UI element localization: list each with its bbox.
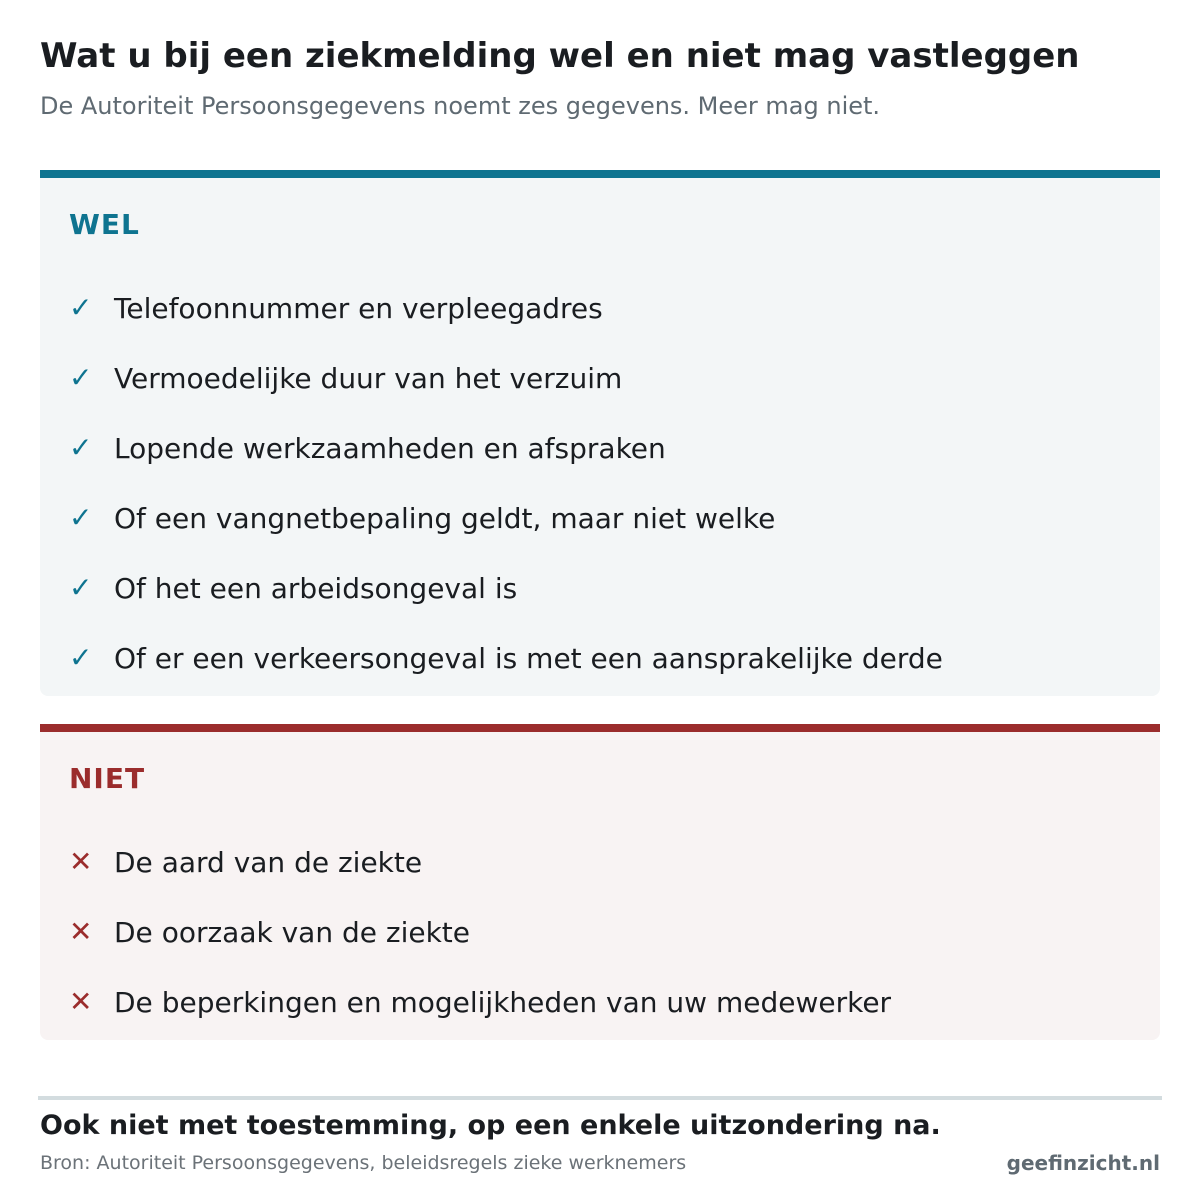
wel-item-text: Telefoonnummer en verpleegadres	[114, 291, 603, 325]
wel-list-item	[69, 623, 943, 693]
wel-heading: WEL	[69, 208, 140, 241]
footer-note: Ook niet met toestemming, op een enkele uitzondering na.	[40, 1110, 941, 1141]
niet-item-text: De beperkingen en mogelijkheden van uw medewerker	[114, 985, 892, 1019]
niet-list	[69, 827, 891, 1037]
cross-icon: ✕	[69, 845, 93, 878]
wel-list-item	[69, 553, 943, 623]
brand-logo-text: geefinzicht.nl	[1006, 1151, 1160, 1175]
niet-list-item	[69, 897, 891, 967]
niet-heading: NIET	[69, 762, 146, 795]
page-title: Wat u bij een ziekmelding wel en niet mag vastleggen	[40, 36, 1080, 76]
wel-list-item	[69, 343, 943, 413]
cross-icon: ✕	[69, 915, 93, 948]
check-icon: ✓	[69, 501, 93, 534]
wel-list-item	[69, 273, 943, 343]
wel-panel	[40, 170, 1160, 696]
wel-item-text: Of een vangnetbepaling geldt, maar niet welke	[114, 501, 776, 535]
niet-item-text: De oorzaak van de ziekte	[114, 915, 470, 949]
niet-list-item	[69, 827, 891, 897]
page-subtitle: De Autoriteit Persoonsgegevens noemt zes gegevens. Meer mag niet.	[40, 92, 881, 120]
check-icon: ✓	[69, 571, 93, 604]
niet-list-item	[69, 967, 891, 1037]
niet-item-text: De aard van de ziekte	[114, 845, 423, 879]
wel-list-item	[69, 413, 943, 483]
source-credit: Bron: Autoriteit Persoonsgegevens, beleidsregels zieke werknemers	[40, 1152, 687, 1174]
wel-item-text: Of het een arbeidsongeval is	[114, 571, 518, 605]
cross-icon: ✕	[69, 985, 93, 1018]
footer-divider	[38, 1096, 1162, 1100]
niet-panel	[40, 724, 1160, 1040]
wel-item-text: Lopende werkzaamheden en afspraken	[114, 431, 666, 465]
wel-list	[69, 273, 943, 693]
wel-item-text: Of er een verkeersongeval is met een aansprakelijke derde	[114, 641, 943, 675]
wel-item-text: Vermoedelijke duur van het verzuim	[114, 361, 623, 395]
check-icon: ✓	[69, 641, 93, 674]
wel-list-item	[69, 483, 943, 553]
check-icon: ✓	[69, 361, 93, 394]
check-icon: ✓	[69, 431, 93, 464]
check-icon: ✓	[69, 291, 93, 324]
